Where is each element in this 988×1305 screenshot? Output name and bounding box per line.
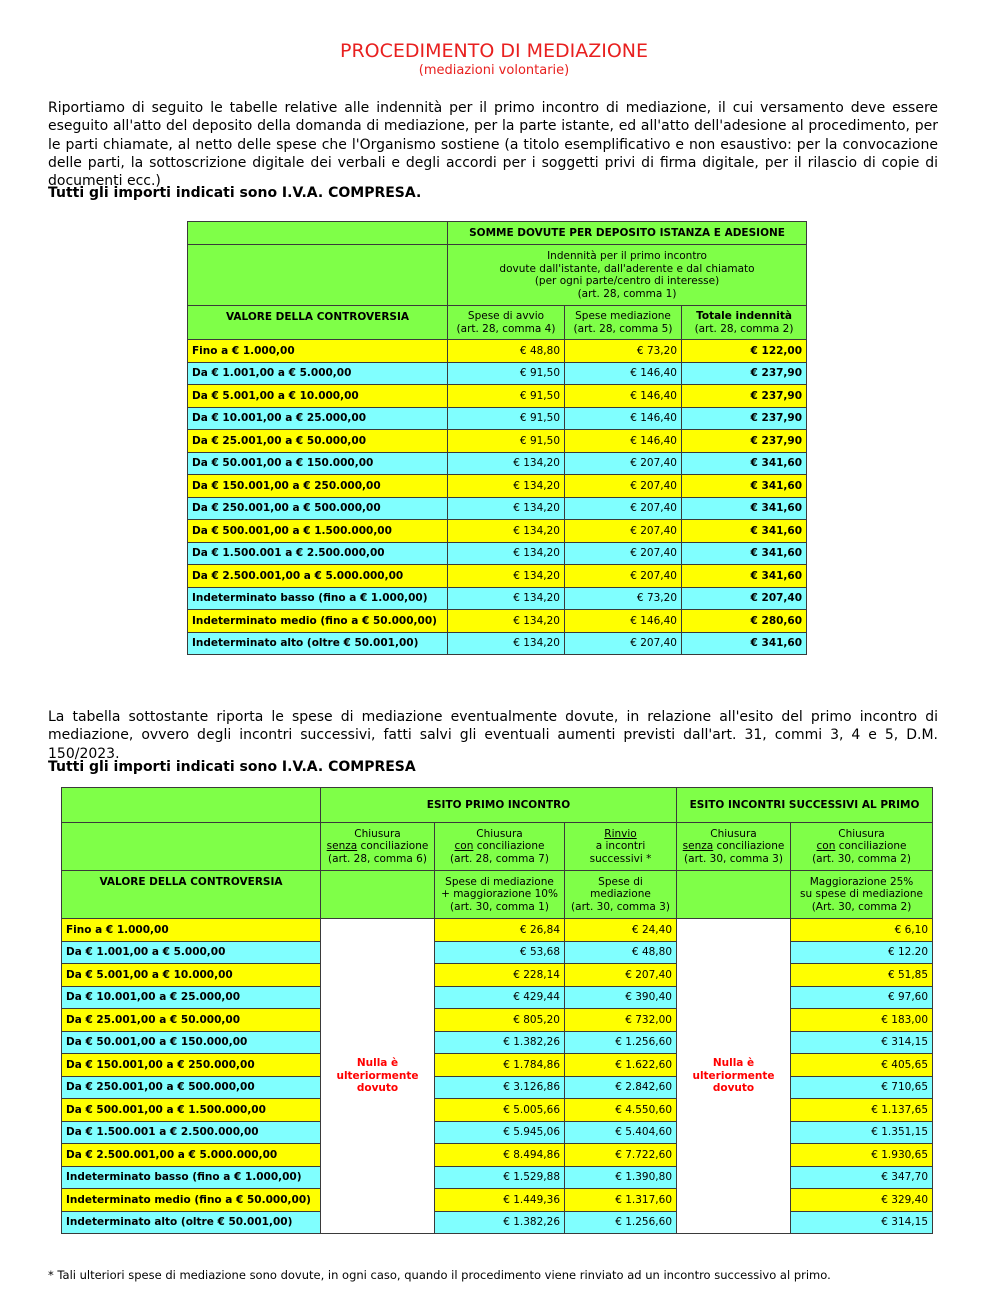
desc-line: su spese di mediazione — [800, 888, 923, 901]
cell-totale-indennita: € 341,60 — [682, 542, 807, 565]
row-label: Indeterminato medio (fino a € 50.000,00) — [188, 610, 448, 633]
header-esito-primo: ESITO PRIMO INCONTRO — [321, 788, 677, 823]
cell-rinvio: € 390,40 — [565, 986, 677, 1009]
cell-spese-avvio: € 134,20 — [448, 542, 565, 565]
cell-rinvio: € 24,40 — [565, 919, 677, 942]
cell-spese-avvio: € 134,20 — [448, 497, 565, 520]
row-label: Indeterminato basso (fino a € 1.000,00) — [188, 587, 448, 610]
subheader-chiusura-senza-primo — [321, 823, 435, 871]
row-label: Da € 2.500.001,00 a € 5.000.000,00 — [188, 565, 448, 588]
table-row — [188, 385, 807, 408]
table-header-blank — [188, 222, 448, 245]
underlined-word: con — [816, 840, 836, 853]
row-label: Da € 50.001,00 a € 150.000,00 — [62, 1031, 321, 1054]
desc-blank — [677, 871, 791, 919]
cell-con-conciliazione: € 228,14 — [435, 964, 565, 987]
footnote: * Tali ulteriori spese di mediazione sono dovute, in ogni caso, quando il procedimento viene rinviato ad un incontro successivo al primo. — [48, 1268, 831, 1282]
cell-spese-avvio: € 91,50 — [448, 430, 565, 453]
table-row — [62, 1031, 933, 1054]
cell-maggiorazione: € 183,00 — [791, 1009, 933, 1032]
cell-totale-indennita: € 237,90 — [682, 407, 807, 430]
underlined-word: con — [454, 840, 474, 853]
table-row — [62, 1166, 933, 1189]
cell-totale-indennita: € 341,60 — [682, 475, 807, 498]
subheader-line: (art. 28, comma 7) — [450, 852, 549, 865]
cell-totale-indennita: € 341,60 — [682, 632, 807, 655]
row-label: Indeterminato medio (fino a € 50.000,00) — [62, 1189, 321, 1212]
cell-con-conciliazione: € 805,20 — [435, 1009, 565, 1032]
column-header-valore: VALORE DELLA CONTROVERSIA — [62, 871, 321, 919]
cell-maggiorazione: € 97,60 — [791, 986, 933, 1009]
cell-maggiorazione: € 1.137,65 — [791, 1099, 933, 1122]
nulla-dovuto-successivi: Nulla è ulteriormente dovuto — [677, 919, 791, 1234]
row-label: Da € 150.001,00 a € 250.000,00 — [188, 475, 448, 498]
cell-maggiorazione: € 51,85 — [791, 964, 933, 987]
cell-rinvio: € 4.550,60 — [565, 1099, 677, 1122]
second-line: 150/2023. — [48, 745, 120, 762]
second-line: La tabella sottostante riporta le spese di mediazione eventualmente dovute, in relazione all'esito del primo incontro di — [48, 709, 938, 725]
row-label: Fino a € 1.000,00 — [62, 919, 321, 942]
table-row — [188, 610, 807, 633]
intro-paragraph — [48, 99, 938, 190]
cell-rinvio: € 2.842,60 — [565, 1076, 677, 1099]
cell-rinvio: € 48,80 — [565, 941, 677, 964]
nulla-dovuto-primo: Nulla è ulteriormente dovuto — [321, 919, 435, 1234]
table-row — [188, 407, 807, 430]
desc-line: Spese di — [598, 875, 643, 888]
cell-spese-avvio: € 91,50 — [448, 407, 565, 430]
cell-spese-mediazione: € 146,40 — [565, 407, 682, 430]
subheader-line: a incontri — [595, 840, 646, 853]
cell-spese-mediazione: € 146,40 — [565, 385, 682, 408]
cell-con-conciliazione: € 5.945,06 — [435, 1121, 565, 1144]
desc-line: Maggiorazione 25% — [809, 875, 914, 888]
cell-rinvio: € 1.256,60 — [565, 1211, 677, 1234]
cell-spese-mediazione: € 146,40 — [565, 430, 682, 453]
cell-maggiorazione: € 1.930,65 — [791, 1144, 933, 1167]
cell-totale-indennita: € 341,60 — [682, 565, 807, 588]
cell-maggiorazione: € 1.351,15 — [791, 1121, 933, 1144]
cell-spese-avvio: € 91,50 — [448, 362, 565, 385]
column-header-totale — [682, 306, 807, 340]
cell-rinvio: € 1.256,60 — [565, 1031, 677, 1054]
intro-line: delle parti, la sottoscrizione digitale dei verbali e degli accordi per i soggetti privi di firma digitale, per il rilascio di copie di — [48, 154, 938, 171]
cell-spese-avvio: € 134,20 — [448, 610, 565, 633]
table-header-blank — [62, 788, 321, 823]
header-line: Spese di avvio — [467, 310, 545, 322]
table-row — [62, 1054, 933, 1077]
cell-maggiorazione: € 347,70 — [791, 1166, 933, 1189]
table-header-sub — [448, 245, 807, 306]
cell-con-conciliazione: € 1.529,88 — [435, 1166, 565, 1189]
subheader-rinvio — [565, 823, 677, 871]
cell-spese-mediazione: € 207,40 — [565, 520, 682, 543]
desc-line: Spese di mediazione — [445, 875, 554, 888]
row-label: Indeterminato basso (fino a € 1.000,00) — [62, 1166, 321, 1189]
cell-totale-indennita: € 341,60 — [682, 452, 807, 475]
table-row — [188, 452, 807, 475]
cell-con-conciliazione: € 3.126,86 — [435, 1076, 565, 1099]
cell-maggiorazione: € 314,15 — [791, 1031, 933, 1054]
cell-rinvio: € 1.622,60 — [565, 1054, 677, 1077]
cell-con-conciliazione: € 5.005,66 — [435, 1099, 565, 1122]
cell-spese-mediazione: € 207,40 — [565, 632, 682, 655]
row-label: Da € 1.001,00 a € 5.000,00 — [62, 941, 321, 964]
subheader-line — [325, 840, 430, 853]
table-row — [188, 340, 807, 363]
row-label: Da € 500.001,00 a € 1.500.000,00 — [188, 520, 448, 543]
table-row — [62, 941, 933, 964]
iva-note-1: Tutti gli importi indicati sono I.V.A. COMPRESA. — [48, 185, 422, 201]
table-row — [62, 1189, 933, 1212]
intro-line: Riportiamo di seguito le tabelle relative alle indennità per il primo incontro di mediazione, il cui versamento deve essere — [48, 100, 938, 116]
row-label: Da € 150.001,00 a € 250.000,00 — [62, 1054, 321, 1077]
header-sub-line: Indennità per il primo incontro — [547, 250, 707, 262]
cell-maggiorazione: € 314,15 — [791, 1211, 933, 1234]
subheader-chiusura-con-primo — [435, 823, 565, 871]
underlined-word: senza — [682, 840, 714, 853]
cell-rinvio: € 732,00 — [565, 1009, 677, 1032]
table-row — [188, 565, 807, 588]
cell-totale-indennita: € 207,40 — [682, 587, 807, 610]
table-row — [188, 587, 807, 610]
header-sub-line: (art. 28, comma 1) — [577, 287, 677, 300]
cell-spese-avvio: € 134,20 — [448, 475, 565, 498]
desc-rinvio — [565, 871, 677, 919]
intro-line: le parti chiamate, al netto delle spese che l'Organismo sostiene (a titolo esemplificativo e non esaustivo: per la convocazione — [48, 136, 938, 153]
subheader-line: (art. 28, comma 6) — [328, 852, 427, 865]
cell-rinvio: € 5.404,60 — [565, 1121, 677, 1144]
row-label: Da € 50.001,00 a € 150.000,00 — [188, 452, 448, 475]
table-row — [62, 986, 933, 1009]
cell-con-conciliazione: € 1.449,36 — [435, 1189, 565, 1212]
table-row — [62, 1121, 933, 1144]
table-header-blank — [62, 823, 321, 871]
row-label: Da € 2.500.001,00 a € 5.000.000,00 — [62, 1144, 321, 1167]
cell-rinvio: € 7.722,60 — [565, 1144, 677, 1167]
header-line: (art. 28, comma 2) — [694, 322, 794, 335]
table-row — [62, 1144, 933, 1167]
subheader-line — [795, 840, 928, 853]
subheader-line — [681, 840, 786, 853]
desc-con-conciliazione — [435, 871, 565, 919]
table-row — [188, 430, 807, 453]
column-header-avvio — [448, 306, 565, 340]
cell-spese-mediazione: € 207,40 — [565, 497, 682, 520]
cell-totale-indennita: € 237,90 — [682, 362, 807, 385]
row-label: Da € 500.001,00 a € 1.500.000,00 — [62, 1099, 321, 1122]
subheader-line: Chiusura — [710, 827, 757, 840]
subheader-line — [439, 840, 560, 853]
cell-spese-avvio: € 134,20 — [448, 565, 565, 588]
row-label: Da € 1.001,00 a € 5.000,00 — [188, 362, 448, 385]
table-row — [188, 632, 807, 655]
cell-totale-indennita: € 341,60 — [682, 497, 807, 520]
cell-spese-mediazione: € 207,40 — [565, 452, 682, 475]
table-row — [62, 1076, 933, 1099]
desc-line: mediazione — [590, 888, 651, 901]
cell-con-conciliazione: € 1.382,26 — [435, 1211, 565, 1234]
header-sub-line: dovute dall'istante, dall'aderente e dal chiamato — [499, 262, 755, 275]
intro-line: documenti ecc.) — [48, 173, 161, 190]
header-line: Spese mediazione — [575, 310, 671, 322]
row-label: Da € 250.001,00 a € 500.000,00 — [188, 497, 448, 520]
row-label: Indeterminato alto (oltre € 50.001,00) — [62, 1211, 321, 1234]
desc-line: (art. 30, comma 1) — [450, 900, 549, 913]
cell-spese-avvio: € 134,20 — [448, 587, 565, 610]
table-row — [62, 1211, 933, 1234]
row-label: Da € 25.001,00 a € 50.000,00 — [62, 1009, 321, 1032]
subheader-line: (art. 30, comma 3) — [684, 852, 783, 865]
table-row — [188, 497, 807, 520]
cell-spese-avvio: € 48,80 — [448, 340, 565, 363]
cell-spese-mediazione: € 207,40 — [565, 542, 682, 565]
cell-con-conciliazione: € 53,68 — [435, 941, 565, 964]
row-label: Fino a € 1.000,00 — [188, 340, 448, 363]
cell-totale-indennita: € 237,90 — [682, 430, 807, 453]
row-label: Da € 10.001,00 a € 25.000,00 — [188, 407, 448, 430]
cell-totale-indennita: € 280,60 — [682, 610, 807, 633]
table-row — [62, 964, 933, 987]
cell-rinvio: € 1.317,60 — [565, 1189, 677, 1212]
table-row — [62, 1009, 933, 1032]
cell-con-conciliazione: € 26,84 — [435, 919, 565, 942]
header-line: Totale indennità — [696, 310, 792, 322]
desc-line: + maggiorazione 10% — [441, 888, 558, 901]
cell-rinvio: € 207,40 — [565, 964, 677, 987]
desc-line: (Art. 30, comma 2) — [811, 900, 912, 913]
table-row — [188, 475, 807, 498]
subheader-line: Chiusura — [838, 827, 885, 840]
row-label: Da € 25.001,00 a € 50.000,00 — [188, 430, 448, 453]
desc-blank — [321, 871, 435, 919]
subheader-text: conciliazione — [473, 840, 545, 853]
page-subtitle: (mediazioni volontarie) — [418, 63, 570, 78]
subheader-chiusura-con-successivi — [791, 823, 933, 871]
cell-maggiorazione: € 12.20 — [791, 941, 933, 964]
row-label: Da € 10.001,00 a € 25.000,00 — [62, 986, 321, 1009]
cell-con-conciliazione: € 1.382,26 — [435, 1031, 565, 1054]
cell-maggiorazione: € 329,40 — [791, 1189, 933, 1212]
cell-spese-mediazione: € 207,40 — [565, 475, 682, 498]
row-label: Da € 1.500.001 a € 2.500.000,00 — [188, 542, 448, 565]
subheader-line: Chiusura — [354, 827, 401, 840]
cell-spese-mediazione: € 207,40 — [565, 565, 682, 588]
row-label: Da € 1.500.001 a € 2.500.000,00 — [62, 1121, 321, 1144]
subheader-text: conciliazione — [357, 840, 429, 853]
subheader-text: conciliazione — [713, 840, 785, 853]
cell-maggiorazione: € 6,10 — [791, 919, 933, 942]
table-row — [188, 362, 807, 385]
table-row — [62, 1099, 933, 1122]
desc-line: (art. 30, comma 3) — [571, 900, 670, 913]
cell-spese-avvio: € 134,20 — [448, 520, 565, 543]
cell-maggiorazione: € 710,65 — [791, 1076, 933, 1099]
table-esiti — [61, 787, 933, 1234]
cell-spese-mediazione: € 73,20 — [565, 587, 682, 610]
subheader-line: Rinvio — [604, 827, 637, 840]
cell-con-conciliazione: € 429,44 — [435, 986, 565, 1009]
cell-spese-avvio: € 134,20 — [448, 452, 565, 475]
header-line: (art. 28, comma 4) — [456, 322, 556, 335]
table-header-blank — [188, 245, 448, 306]
cell-totale-indennita: € 237,90 — [682, 385, 807, 408]
second-paragraph — [48, 708, 938, 763]
subheader-line: successivi * — [589, 852, 652, 865]
cell-spese-mediazione: € 73,20 — [565, 340, 682, 363]
subheader-line: Chiusura — [476, 827, 523, 840]
header-line: (art. 28, comma 5) — [573, 322, 673, 335]
table-row — [62, 919, 933, 942]
cell-spese-mediazione: € 146,40 — [565, 362, 682, 385]
second-line: mediazione, ovvero degli incontri successivi, fatti salvi gli eventuali aumenti previsti dall'art. 31, commi 3, 4 e 5, D.M. — [48, 727, 938, 744]
cell-totale-indennita: € 341,60 — [682, 520, 807, 543]
iva-note-2: Tutti gli importi indicati sono I.V.A. COMPRESA — [48, 759, 416, 775]
cell-spese-avvio: € 134,20 — [448, 632, 565, 655]
cell-spese-mediazione: € 146,40 — [565, 610, 682, 633]
page-title: PROCEDIMENTO DI MEDIAZIONE — [339, 40, 649, 62]
column-header-valore: VALORE DELLA CONTROVERSIA — [188, 306, 448, 340]
subheader-text: conciliazione — [835, 840, 907, 853]
table-row — [188, 520, 807, 543]
table-header-main: SOMME DOVUTE PER DEPOSITO ISTANZA E ADESIONE — [448, 222, 807, 245]
row-label: Indeterminato alto (oltre € 50.001,00) — [188, 632, 448, 655]
row-label: Da € 250.001,00 a € 500.000,00 — [62, 1076, 321, 1099]
cell-con-conciliazione: € 8.494,86 — [435, 1144, 565, 1167]
cell-con-conciliazione: € 1.784,86 — [435, 1054, 565, 1077]
intro-line: eseguito all'atto del deposito della domanda di mediazione, per la parte istante, ed all'atto dell'adesione al procedimento, per — [48, 118, 938, 135]
row-label: Da € 5.001,00 a € 10.000,00 — [188, 385, 448, 408]
subheader-line: (art. 30, comma 2) — [812, 852, 911, 865]
desc-maggiorazione — [791, 871, 933, 919]
underlined-word: senza — [326, 840, 358, 853]
cell-rinvio: € 1.390,80 — [565, 1166, 677, 1189]
cell-maggiorazione: € 405,65 — [791, 1054, 933, 1077]
table-row — [188, 542, 807, 565]
header-sub-line: (per ogni parte/centro di interesse) — [534, 275, 720, 287]
table-indennita — [187, 221, 807, 655]
column-header-mediazione — [565, 306, 682, 340]
cell-spese-avvio: € 91,50 — [448, 385, 565, 408]
subheader-chiusura-senza-successivi — [677, 823, 791, 871]
row-label: Da € 5.001,00 a € 10.000,00 — [62, 964, 321, 987]
header-esito-successivi: ESITO INCONTRI SUCCESSIVI AL PRIMO — [677, 788, 933, 823]
cell-totale-indennita: € 122,00 — [682, 340, 807, 363]
